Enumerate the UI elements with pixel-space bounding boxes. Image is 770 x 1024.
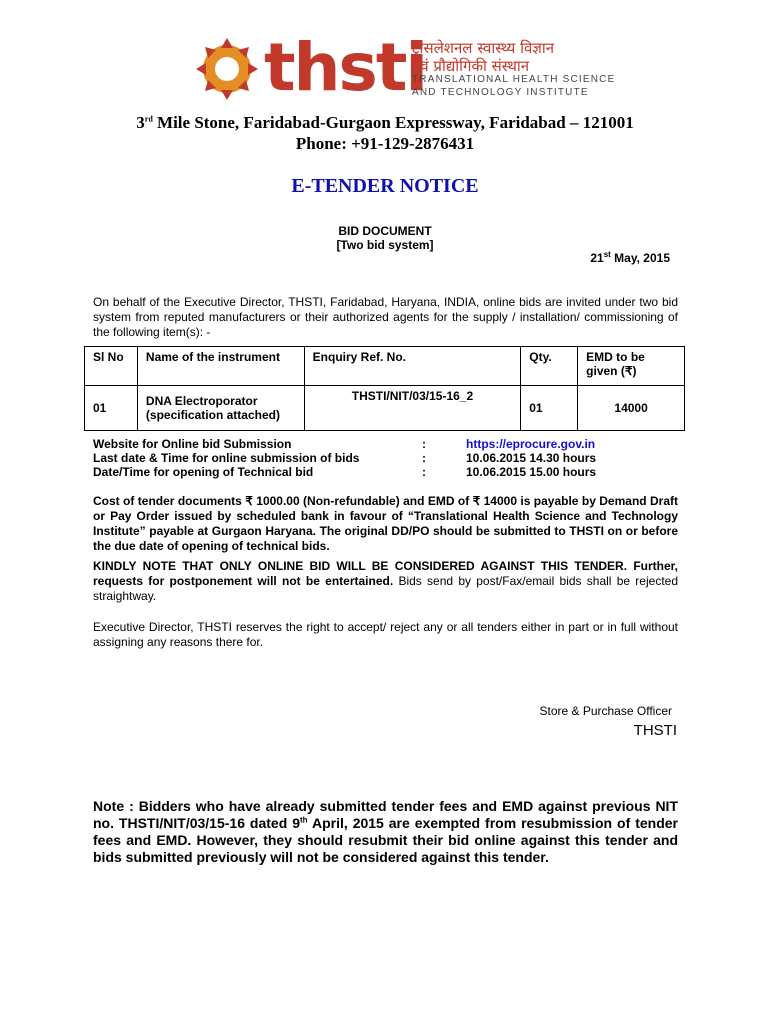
info-label-last-date: Last date & Time for online submission of bids bbox=[93, 451, 360, 465]
header-emd: EMD to be given (₹) bbox=[578, 347, 685, 386]
intro-paragraph: On behalf of the Executive Director, THSTI, Faridabad, Haryana, INDIA, online bids are invited under two bid system from reputed manufacturers or their authorized agents for the supply / installation/ commissioning of the following item(s): - bbox=[93, 295, 678, 339]
bottom-note: Note : Bidders who have already submitted tender fees and EMD against previous NIT no. THSTI/NIT/03/15-16 dated 9th April, 2015 are exempted from resubmission of tender fees and EMD. However, they should resubmit their bid online against this tender and bids submitted previously will not be considered against this tender. bbox=[93, 798, 678, 865]
info-value-opening: 10.06.2015 15.00 hours bbox=[466, 465, 597, 479]
cell-emd: 14000 bbox=[578, 386, 685, 431]
signature-officer: Store & Purchase Officer bbox=[539, 704, 672, 718]
cell-enquiry-ref: THSTI/NIT/03/15-16_2 bbox=[304, 386, 521, 431]
table-header-row bbox=[85, 347, 685, 386]
thsti-logo-icon bbox=[196, 38, 258, 100]
logo-wordmark: thsti bbox=[264, 29, 426, 106]
website-link[interactable]: https://eprocure.gov.in bbox=[466, 437, 596, 451]
reservation-paragraph: Executive Director, THSTI reserves the right to accept/ reject any or all tenders either in part or in full without assigning any reasons there for. bbox=[93, 620, 678, 649]
cost-paragraph: Cost of tender documents ₹ 1000.00 (Non-refundable) and EMD of ₹ 14000 is payable by Demand Draft or Pay Order issued by scheduled bank in favour of “Translational Health Science and Technology Institute” payable at Gurgaon Haryana. The original DD/PO should be submitted to THSTI on or before the due date of opening of technical bids. bbox=[93, 494, 678, 553]
header-sl-no: Sl No bbox=[85, 347, 138, 386]
info-colon: : bbox=[422, 437, 426, 451]
table-row bbox=[85, 386, 685, 431]
header-instrument: Name of the instrument bbox=[137, 347, 304, 386]
cell-qty: 01 bbox=[521, 386, 578, 431]
info-label-website: Website for Online bid Submission bbox=[93, 437, 292, 451]
logo-english-line-2: AND TECHNOLOGY INSTITUTE bbox=[412, 87, 589, 98]
header-enquiry-ref: Enquiry Ref. No. bbox=[304, 347, 521, 386]
info-colon: : bbox=[422, 465, 426, 479]
info-colon: : bbox=[422, 451, 426, 465]
header-qty: Qty. bbox=[521, 347, 578, 386]
cell-instrument: DNA Electroporator (specification attached) bbox=[137, 386, 304, 431]
phone-line: Phone: +91-129-2876431 bbox=[295, 134, 475, 153]
logo-hindi-line-1: ट्रांसलेशनल स्वास्थ्य विज्ञान bbox=[412, 39, 555, 57]
bid-system-label: [Two bid system] bbox=[336, 238, 434, 252]
address-line: 3rd Mile Stone, Faridabad-Gurgaon Expressway, Faridabad – 121001 bbox=[136, 113, 634, 132]
cell-sl-no: 01 bbox=[85, 386, 138, 431]
page-title: E-TENDER NOTICE bbox=[291, 175, 479, 197]
signature-org: THSTI bbox=[633, 722, 677, 739]
items-table bbox=[84, 346, 685, 431]
bid-document-label: BID DOCUMENT bbox=[338, 224, 432, 238]
logo-hindi-line-2: एवं प्रौद्योगिकी संस्थान bbox=[412, 57, 530, 75]
online-bid-note: KINDLY NOTE THAT ONLY ONLINE BID WILL BE CONSIDERED AGAINST THIS TENDER. Further, requests for postponement will not be entertained. Bids send by post/Fax/email bids shall be rejected straightway. bbox=[93, 559, 678, 603]
logo-english-line-1: TRANSLATIONAL HEALTH SCIENCE bbox=[412, 74, 616, 85]
notice-date: 21st May, 2015 bbox=[590, 250, 670, 265]
info-label-opening: Date/Time for opening of Technical bid bbox=[93, 465, 314, 479]
info-value-last-date: 10.06.2015 14.30 hours bbox=[466, 451, 597, 465]
